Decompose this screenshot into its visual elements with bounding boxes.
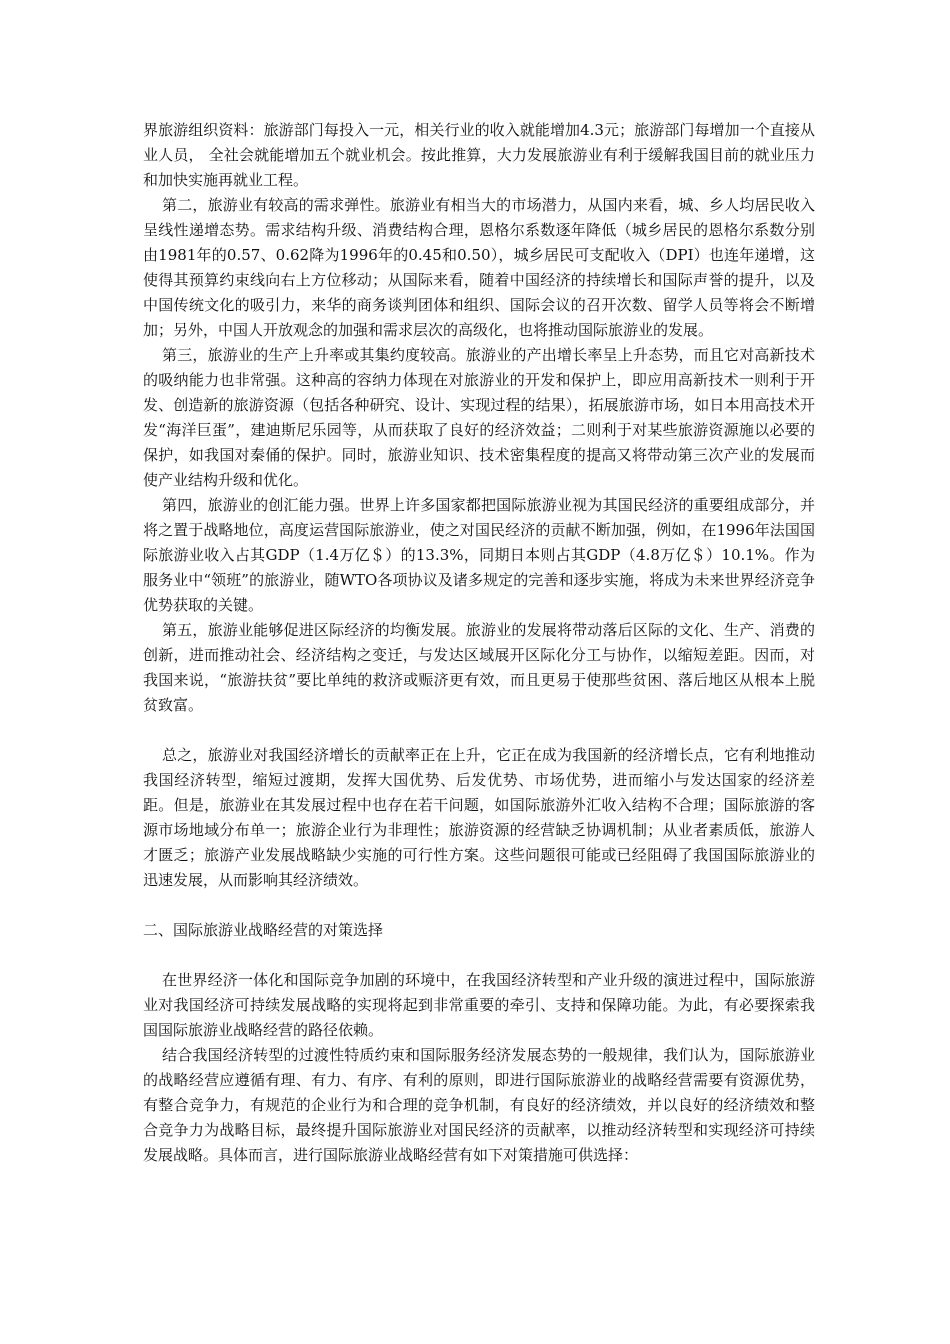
- paragraph-spacer: [143, 718, 815, 743]
- paragraph-spacer: [143, 943, 815, 968]
- paragraph-point-five: 第五，旅游业能够促进区际经济的均衡发展。旅游业的发展将带动落后区际的文化、生产、消费的创新，进而推动社会、经济结构之变迁，与发达区域展开区际化分工与协作，以缩短差距。因而，对我国来说，“旅游扶贫”要比单纯的救济或赈济更有效，而且更易于使那些贫困、落后地区从根本上脱贫致富。: [143, 621, 815, 714]
- document-body: [143, 118, 815, 1168]
- section-heading: 二、国际旅游业战略经营的对策选择: [143, 921, 384, 939]
- paragraph-continuation: 界旅游组织资料：旅游部门每投入一元，相关行业的收入就能增加4.3元；旅游部门每增加一个直接从业人员， 全社会就能增加五个就业机会。按此推算，大力发展旅游业有利于缓解我国目前的就业压力和加快实施再就业工程。: [143, 121, 815, 189]
- paragraph-summary: 总之，旅游业对我国经济增长的贡献率正在上升，它正在成为我国新的经济增长点，它有利地推动我国经济转型，缩短过渡期，发挥大国优势、后发优势、市场优势，进而缩小与发达国家的经济差距。但是，旅游业在其发展过程中也存在若干问题，如国际旅游外汇收入结构不合理；国际旅游的客源市场地域分布单一；旅游企业行为非理性；旅游资源的经营缺乏协调机制；从业者素质低，旅游人才匮乏；旅游产业发展战略缺少实施的可行性方案。这些问题很可能或已经阻碍了我国国际旅游业的迅速发展，从而影响其经济绩效。: [143, 746, 815, 889]
- paragraph-spacer: [143, 893, 815, 918]
- paragraph-point-three: 第三，旅游业的生产上升率或其集约度较高。旅游业的产出增长率呈上升态势，而且它对高新技术的吸纳能力也非常强。这种高的容纳力体现在对旅游业的开发和保护上，即应用高新技术一则利于开发、创造新的旅游资源（包括各种研究、设计、实现过程的结果），拓展旅游市场，如日本用高技术开发“海洋巨蛋”，建迪斯尼乐园等，从而获取了良好的经济效益；二则利于对某些旅游资源施以必要的保护，如我国对秦俑的保护。同时，旅游业知识、技术密集程度的提高又将带动第三次产业的发展而使产业结构升级和优化。: [143, 346, 815, 489]
- paragraph-point-four: 第四，旅游业的创汇能力强。世界上许多国家都把国际旅游业视为其国民经济的重要组成部分，并将之置于战略地位，高度运营国际旅游业，使之对国民经济的贡献不断加强，例如，在1996年法国国际旅游业收入占其GDP（1.4万亿＄）的13.3%，同期日本则占其GDP（4.8万亿＄）10.1%。作为服务业中“领班”的旅游业，随WTO各项协议及诸多规定的完善和逐步实施，将成为未来世界经济竞争优势获取的关键。: [143, 496, 815, 614]
- paragraph-strategy-intro: 在世界经济一体化和国际竞争加剧的环境中，在我国经济转型和产业升级的演进过程中，国际旅游业对我国经济可持续发展战略的实现将起到非常重要的牵引、支持和保障功能。为此，有必要探索我国国际旅游业战略经营的路径依赖。: [143, 971, 815, 1039]
- paragraph-point-two: 第二，旅游业有较高的需求弹性。旅游业有相当大的市场潜力，从国内来看，城、乡人均居民收入呈线性递增态势。需求结构升级、消费结构合理，恩格尔系数逐年降低（城乡居民的恩格尔系数分别由1981年的0.57、0.62降为1996年的0.45和0.50），城乡居民可支配收入（DPI）也连年递增，这使得其预算约束线向右上方位移动；从国际来看，随着中国经济的持续增长和国际声誉的提升，以及中国传统文化的吸引力，来华的商务谈判团体和组织、国际会议的召开次数、留学人员等将会不断增加；另外，中国人开放观念的加强和需求层次的高级化，也将推动国际旅游业的发展。: [143, 196, 815, 339]
- paragraph-strategy-principles: 结合我国经济转型的过渡性特质约束和国际服务经济发展态势的一般规律，我们认为，国际旅游业的战略经营应遵循有理、有力、有序、有利的原则，即进行国际旅游业的战略经营需要有资源优势，有整合竞争力，有规范的企业行为和合理的竞争机制，有良好的经济绩效，并以良好的经济绩效和整合竞争力为战略目标，最终提升国际旅游业对国民经济的贡献率，以推动经济转型和实现经济可持续发展战略。具体而言，进行国际旅游业战略经营有如下对策措施可供选择：: [143, 1046, 815, 1164]
